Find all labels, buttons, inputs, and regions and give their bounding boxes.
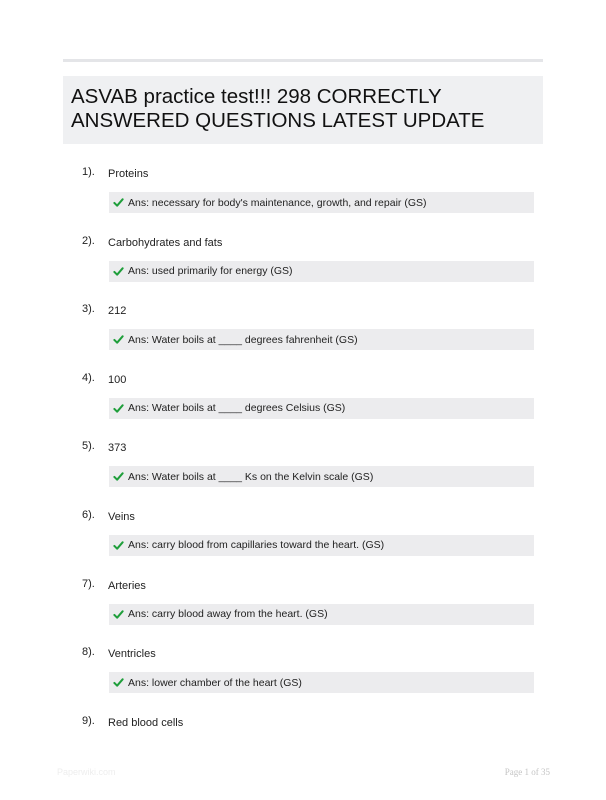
answer-text: Ans: Water boils at ____ degrees fahrenheit (GS) [128, 333, 358, 346]
question-text: Ventricles [108, 648, 156, 661]
question-number: 1). [82, 166, 95, 178]
answer-text: Ans: Water boils at ____ degrees Celsius (GS) [128, 402, 346, 415]
question-number: 2). [82, 234, 95, 247]
answer-box [109, 535, 534, 556]
answer-text: Ans: used primarily for energy (GS) [128, 265, 293, 278]
check-icon [113, 471, 124, 482]
qa-list [63, 166, 543, 783]
answer-box [109, 466, 534, 487]
qa-item [63, 166, 543, 235]
answer-box [109, 329, 534, 350]
qa-item [63, 372, 543, 441]
question-text: Proteins [108, 168, 149, 180]
check-icon [113, 540, 124, 551]
question-number: 5). [82, 440, 95, 453]
qa-item [63, 578, 543, 647]
footer-watermark: Paperwiki.com [57, 767, 116, 777]
answer-box [109, 261, 534, 282]
qa-item [63, 509, 543, 578]
question-text: Veins [108, 510, 135, 523]
question-text: 373 [108, 442, 127, 455]
check-icon [113, 266, 124, 277]
question-number: 6). [82, 508, 95, 521]
check-icon [113, 334, 124, 345]
top-rule [63, 59, 543, 62]
answer-box [109, 398, 534, 419]
question-text: 100 [108, 373, 127, 386]
check-icon [113, 609, 124, 620]
question-text: Carbohydrates and fats [108, 236, 223, 249]
answer-box [109, 672, 534, 693]
answer-text: Ans: necessary for body's maintenance, growth, and repair (GS) [128, 196, 427, 209]
answer-text: Ans: Water boils at ____ Ks on the Kelvin scale (GS) [128, 470, 374, 483]
question-number: 9). [82, 714, 95, 727]
question-text: 212 [108, 305, 127, 318]
question-text: Arteries [108, 579, 146, 592]
qa-item [63, 646, 543, 715]
answer-text: Ans: carry blood from capillaries toward the heart. (GS) [128, 539, 385, 552]
qa-item [63, 303, 543, 372]
qa-item [63, 715, 543, 784]
answer-text: Ans: carry blood away from the heart. (GS) [128, 608, 328, 621]
answer-text: Ans: lower chamber of the heart (GS) [128, 676, 302, 689]
qa-item [63, 235, 543, 304]
question-number: 4). [82, 371, 95, 384]
question-number: 7). [82, 577, 95, 590]
question-number: 8). [82, 646, 95, 659]
check-icon [113, 197, 124, 208]
question-number: 3). [82, 303, 95, 316]
answer-box [109, 192, 534, 213]
document-title: ASVAB practice test!!! 298 CORRECTLY ANSWERED QUESTIONS LATEST UPDATE [71, 85, 485, 132]
page-number: Page 1 of 35 [504, 767, 550, 777]
answer-box [109, 604, 534, 625]
qa-item [63, 440, 543, 509]
check-icon [113, 677, 124, 688]
check-icon [113, 403, 124, 414]
question-text: Red blood cells [108, 716, 184, 729]
title-box [63, 76, 543, 144]
